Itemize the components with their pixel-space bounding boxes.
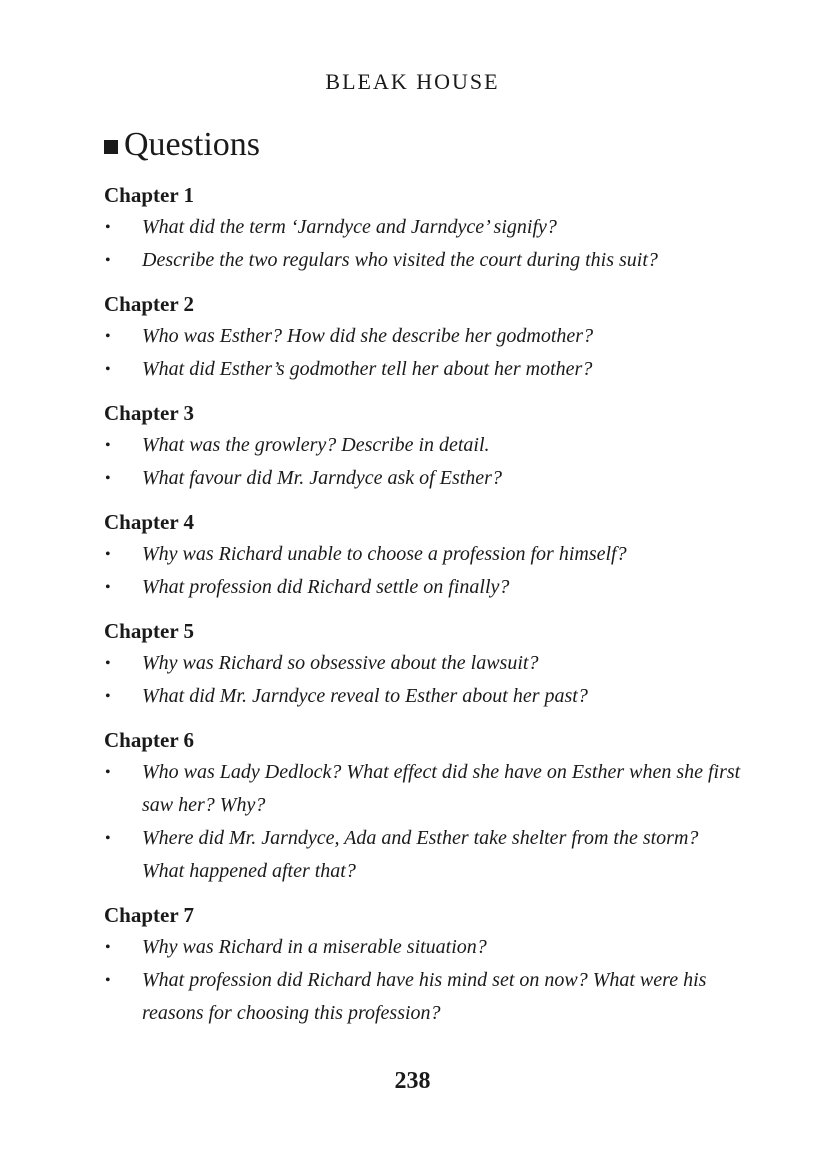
bullet-icon: • (105, 361, 111, 378)
question-item (104, 647, 744, 680)
chapter-6-block (104, 725, 744, 888)
bullet-icon: • (105, 470, 111, 487)
chapter-title: Chapter 7 (104, 903, 195, 927)
chapter-4-block (104, 507, 744, 604)
bullet-icon: • (105, 579, 111, 596)
question-item (104, 571, 744, 604)
page-number: 238 (394, 1068, 431, 1094)
question-text: What profession did Richard have his mind set on now? What were his reasons for choosing this profession? (142, 969, 707, 1024)
bullet-icon: • (105, 437, 111, 454)
question-text: Who was Esther? How did she describe her godmother? (142, 325, 594, 347)
questions-list (104, 180, 744, 1042)
bullet-icon: • (105, 328, 111, 345)
bullet-icon: • (105, 764, 111, 781)
bullet-icon: • (105, 219, 111, 236)
chapter-title: Chapter 1 (104, 183, 195, 207)
question-item (104, 822, 744, 888)
question-item (104, 353, 744, 386)
question-item (104, 680, 744, 713)
question-item (104, 964, 744, 1030)
bullet-icon: • (105, 830, 111, 847)
chapter-title: Chapter 6 (104, 728, 195, 752)
question-text: What favour did Mr. Jarndyce ask of Esther? (142, 467, 502, 489)
bullet-icon: • (105, 546, 111, 563)
question-text: What was the growlery? Describe in detail. (142, 434, 490, 456)
question-item (104, 538, 744, 571)
question-text: Why was Richard so obsessive about the lawsuit? (142, 652, 539, 674)
chapter-3-block (104, 398, 744, 495)
question-text: Why was Richard in a miserable situation? (142, 936, 487, 958)
chapter-title: Chapter 4 (104, 510, 195, 534)
question-item (104, 320, 744, 353)
question-text: What did Esther’s godmother tell her about her mother? (142, 358, 593, 380)
chapter-title: Chapter 3 (104, 401, 195, 425)
question-item (104, 244, 744, 277)
chapter-1-block (104, 180, 744, 277)
question-text: What did the term ‘Jarndyce and Jarndyce’ signify? (142, 216, 557, 238)
bullet-icon: • (105, 252, 111, 269)
chapter-title: Chapter 2 (104, 292, 195, 316)
running-head: BLEAK HOUSE (325, 69, 500, 94)
bullet-icon: • (105, 939, 111, 956)
section-heading-title: Questions (124, 126, 260, 163)
question-item (104, 429, 744, 462)
question-text: Who was Lady Dedlock? What effect did she have on Esther when she first saw her? Why? (142, 761, 741, 816)
question-item (104, 462, 744, 495)
question-item (104, 931, 744, 964)
bullet-icon: • (105, 688, 111, 705)
question-text: Describe the two regulars who visited the court during this suit? (142, 249, 658, 271)
chapter-5-block (104, 616, 744, 713)
chapter-title: Chapter 5 (104, 619, 195, 643)
bullet-icon: • (105, 972, 111, 989)
question-item (104, 756, 744, 822)
black-square-icon (104, 140, 118, 154)
section-heading (104, 124, 260, 166)
question-text: Where did Mr. Jarndyce, Ada and Esther take shelter from the storm? What happened after that? (142, 827, 699, 882)
chapter-7-block (104, 900, 744, 1030)
chapter-2-block (104, 289, 744, 386)
question-text: What did Mr. Jarndyce reveal to Esther about her past? (142, 685, 588, 707)
question-text: What profession did Richard settle on finally? (142, 576, 510, 598)
bullet-icon: • (105, 655, 111, 672)
question-item (104, 211, 744, 244)
question-text: Why was Richard unable to choose a profession for himself? (142, 543, 627, 565)
